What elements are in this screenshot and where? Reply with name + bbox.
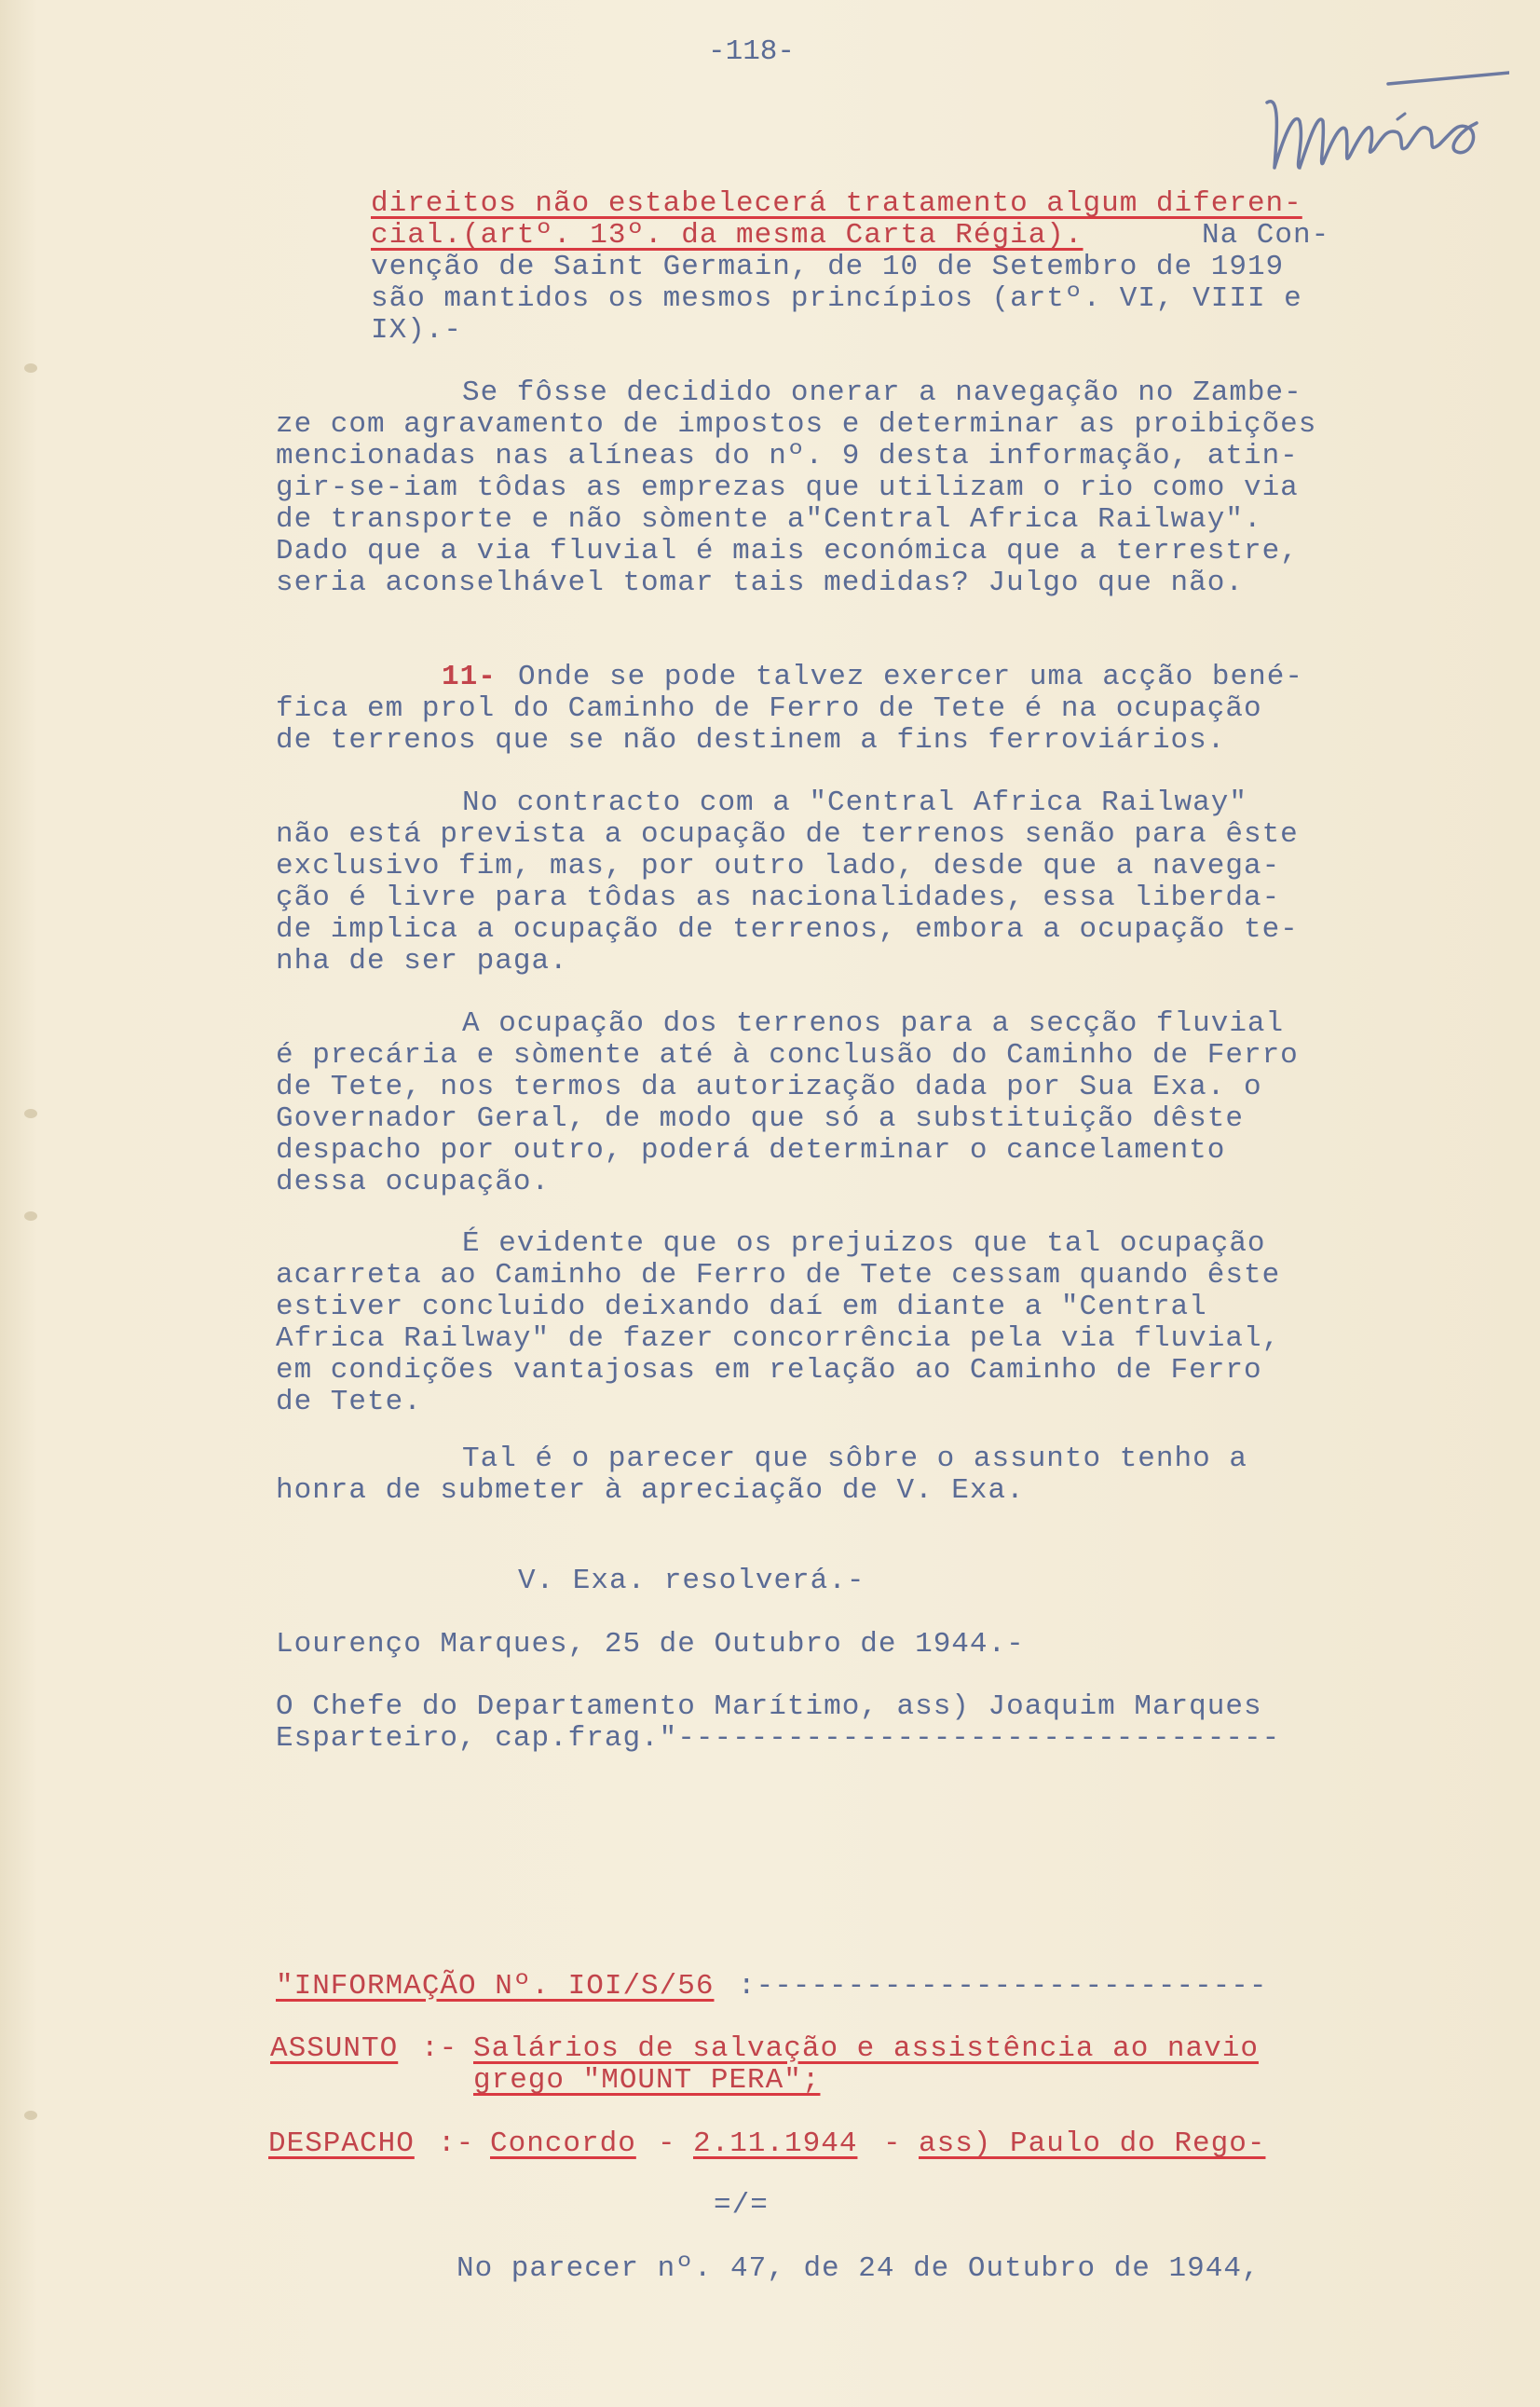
text-line: É evidente que os prejuizos que tal ocupação: [462, 1227, 1266, 1260]
text-line: estiver concluido deixando daí em diante a "Central: [276, 1291, 1207, 1323]
text-line: Se fôsse decidido onerar a navegação no Zambe-: [462, 376, 1302, 409]
text-line: dessa ocupação.: [276, 1166, 551, 1198]
text-line: acarreta ao Caminho de Ferro de Tete cessam quando êste: [276, 1259, 1281, 1292]
text-line: mencionadas nas alíneas do nº. 9 desta informação, atin-: [276, 440, 1299, 472]
punch-hole: [24, 1211, 37, 1221]
text-line: de Tete, nos termos da autorização dada por Sua Exa. o: [276, 1071, 1262, 1103]
page-number: -118-: [708, 35, 796, 68]
despacho-separator: :-: [438, 2127, 475, 2160]
assunto-text: grego "MOUNT PERA";: [473, 2064, 821, 2097]
info-header-label: "INFORMAÇÃO Nº. IOI/S/56: [276, 1970, 715, 2003]
text-line: exclusivo fim, mas, por outro lado, desde que a navega-: [276, 850, 1281, 882]
text-line: O Chefe do Departamento Marítimo, ass) Joaquim Marques: [276, 1690, 1262, 1723]
info-header-dashes: :----------------------------: [738, 1970, 1268, 2003]
despacho-date: 2.11.1944: [693, 2127, 858, 2160]
text-line: Dado que a via fluvial é mais económica que a terrestre,: [276, 535, 1299, 568]
text-line: Governador Geral, de modo que só a substituição dêste: [276, 1102, 1244, 1135]
text-line: de terrenos que se não destinem a fins ferroviários.: [276, 724, 1226, 757]
text-line: Onde se pode talvez exercer uma acção bené-: [518, 661, 1303, 693]
text-line: gir-se-iam tôdas as emprezas que utilizam o rio como via: [276, 472, 1299, 504]
closing-formula: V. Exa. resolverá.-: [518, 1565, 865, 1597]
text-line: direitos não estabelecerá tratamento algum diferen-: [371, 187, 1302, 220]
text-line: em condições vantajosas em relação ao Caminho de Ferro: [276, 1354, 1262, 1387]
despacho-dash: -: [883, 2127, 902, 2160]
text-line: cial.(artº. 13º. da mesma Carta Régia).: [371, 219, 1083, 252]
assunto-text: Salários de salvação e assistência ao navio: [473, 2032, 1259, 2065]
text-line: de transporte e não sòmente a"Central Africa Railway".: [276, 503, 1262, 536]
assunto-label: ASSUNTO: [270, 2032, 399, 2065]
text-line: ze com agravamento de impostos e determinar as proibições: [276, 408, 1317, 441]
text-line: seria aconselhável tomar tais medidas? Julgo que não.: [276, 567, 1244, 599]
handwritten-signature: [1258, 65, 1509, 205]
place-date: Lourenço Marques, 25 de Outubro de 1944.-: [276, 1628, 1025, 1661]
despacho-label: DESPACHO: [268, 2127, 415, 2160]
text-line: IX).-: [371, 314, 463, 347]
text-line: de Tete.: [276, 1386, 422, 1418]
despacho-dash: -: [658, 2127, 676, 2160]
text-line: de implica a ocupação de terrenos, embora a ocupação te-: [276, 913, 1299, 946]
despacho-concordo: Concordo: [490, 2127, 636, 2160]
section-number: 11-: [442, 661, 497, 693]
punch-hole: [24, 1109, 37, 1118]
text-line: nha de ser paga.: [276, 945, 568, 978]
text-line: Africa Railway" de fazer concorrência pela via fluvial,: [276, 1322, 1281, 1355]
text-line: Na Con-: [1202, 219, 1330, 252]
text-line: não está prevista a ocupação de terrenos senão para êste: [276, 818, 1299, 851]
text-line: é precária e sòmente até à conclusão do Caminho de Ferro: [276, 1039, 1299, 1072]
text-line: fica em prol do Caminho de Ferro de Tete é na ocupação: [276, 692, 1262, 725]
punch-hole: [24, 2111, 37, 2120]
text-line: No contracto com a "Central Africa Railway": [462, 786, 1247, 819]
punch-hole: [24, 363, 37, 373]
text-line: venção de Saint Germain, de 10 de Setembro de 1919: [371, 251, 1285, 283]
text-line: são mantidos os mesmos princípios (artº. VI, VIII e: [371, 282, 1302, 315]
text-line: Tal é o parecer que sôbre o assunto tenho a: [462, 1443, 1247, 1475]
text-line: ção é livre para tôdas as nacionalidades, essa liberda-: [276, 882, 1281, 914]
text-line: honra de submeter à apreciação de V. Exa.: [276, 1474, 1025, 1507]
text-line: Esparteiro, cap.frag."---------------------------------: [276, 1722, 1281, 1755]
text-line: No parecer nº. 47, de 24 de Outubro de 1944,: [457, 2252, 1261, 2285]
text-line: A ocupação dos terrenos para a secção fluvial: [462, 1007, 1285, 1040]
assunto-separator: :-: [421, 2032, 458, 2065]
despacho-signed: ass) Paulo do Rego-: [919, 2127, 1266, 2160]
divider: =/=: [714, 2189, 769, 2222]
text-line: despacho por outro, poderá determinar o cancelamento: [276, 1134, 1226, 1167]
